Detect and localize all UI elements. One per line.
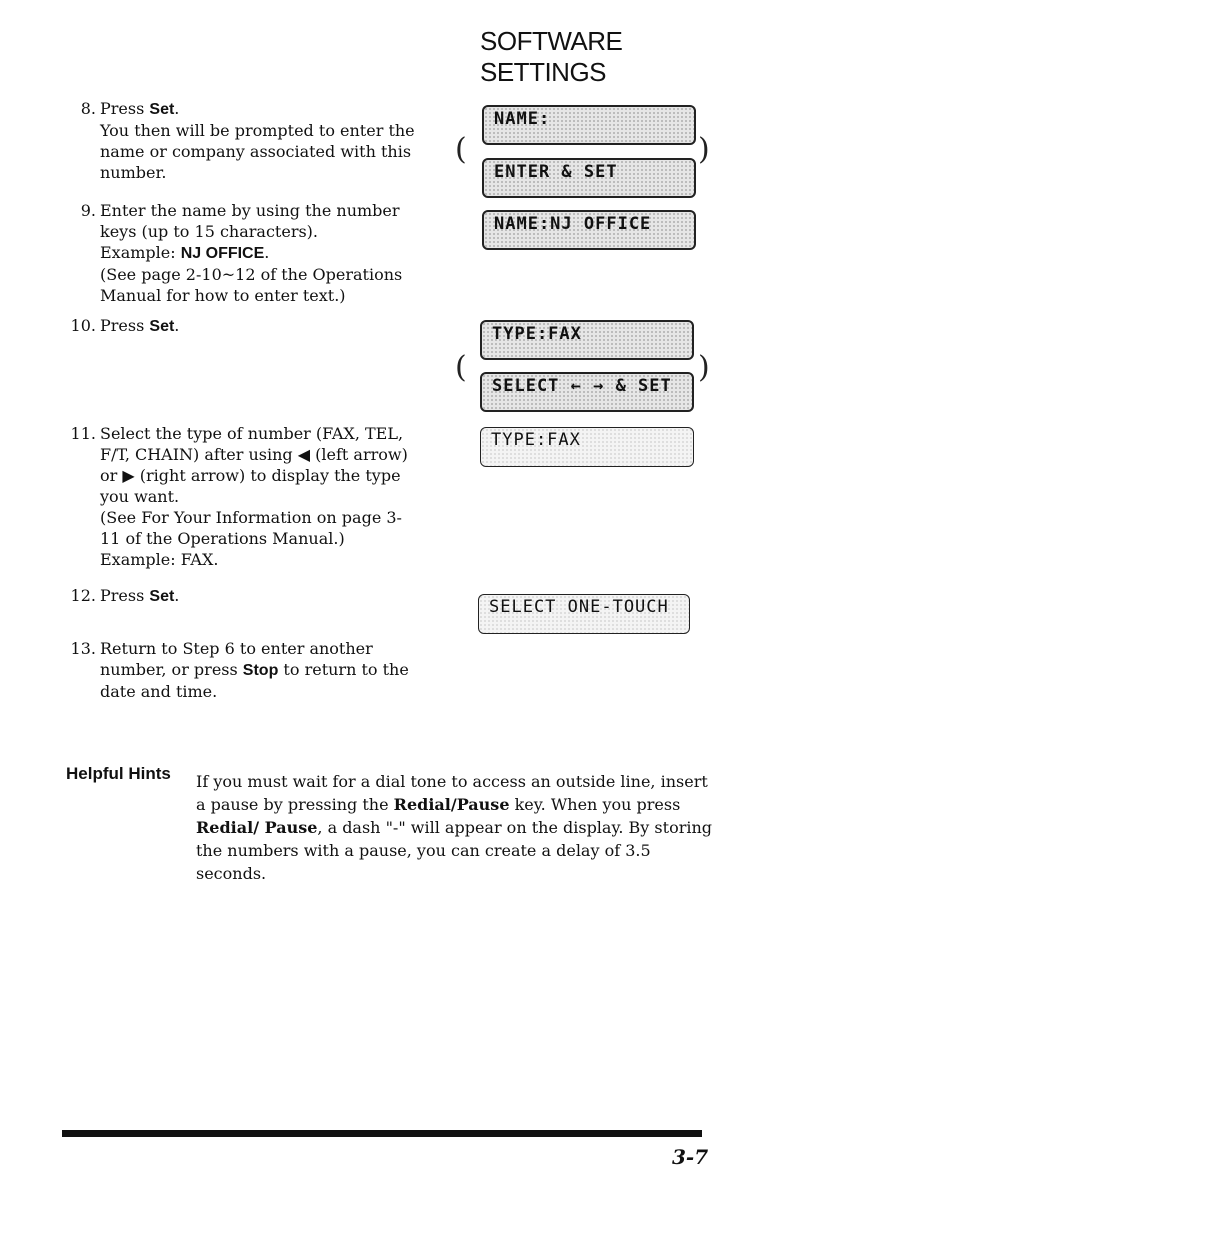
lcd-select-set: SELECT ← → & SET <box>480 372 694 412</box>
page-number: 3-7 <box>672 1145 709 1169</box>
step-9 <box>66 200 416 306</box>
step-line: (See page 2-10~12 of the Operations Manual for how to enter text.) <box>100 265 403 305</box>
step-number: 8. <box>80 99 96 118</box>
footer-rule <box>62 1130 702 1137</box>
step-line: Press Set. <box>100 316 180 335</box>
helpful-hints-label: Helpful Hints <box>66 764 171 783</box>
step-line: Example: NJ OFFICE. <box>100 243 270 262</box>
lcd-name-entered: NAME:NJ OFFICE <box>482 210 696 250</box>
step-8 <box>66 98 416 183</box>
step-11 <box>66 423 416 570</box>
step-10 <box>66 315 416 337</box>
lcd-select-one-touch: SELECT ONE-TOUCH <box>478 594 690 634</box>
step-number: 12. <box>70 586 96 605</box>
helpful-hints-text: If you must wait for a dial tone to access an outside line, insert a pause by pressing the Redial/Pause key. When you press Redial/ Pause, a dash "-" will appear on the display. By storing the numbers with a pause, you can create a delay of 3.5 seconds. <box>196 772 713 883</box>
lcd-type-prompt: TYPE:FAX <box>480 320 694 360</box>
lcd-type-selected: TYPE:FAX <box>480 427 694 467</box>
step-12 <box>66 585 416 607</box>
step-number: 9. <box>80 201 96 220</box>
step-line: Enter the name by using the number keys (up to 15 characters). <box>100 201 400 241</box>
lcd-enter-set: ENTER & SET <box>482 158 696 198</box>
alternating-left-bracket: ( <box>455 350 467 385</box>
step-number: 11. <box>70 424 96 443</box>
step-line: You then will be prompted to enter the name or company associated with this number. <box>100 121 415 182</box>
alternating-left-bracket: ( <box>455 132 467 167</box>
alternating-right-bracket: ) <box>698 350 710 385</box>
step-line: Press Set. <box>100 99 180 118</box>
step-13 <box>66 638 416 702</box>
step-line: Select the type of number (FAX, TEL, F/T, CHAIN) after using ◀ (left arrow) or ▶ (right arrow) to display the type you want. <box>100 424 408 506</box>
step-line: Return to Step 6 to enter another number, or press Stop to return to the date and time. <box>100 639 409 701</box>
step-line: Example: FAX. <box>100 550 219 569</box>
step-number: 10. <box>70 316 96 335</box>
step-line: (See For Your Information on page 3-11 of the Operations Manual.) <box>100 508 402 548</box>
section-title: SOFTWARE SETTINGS <box>480 26 623 87</box>
alternating-right-bracket: ) <box>698 132 710 167</box>
step-line: Press Set. <box>100 586 180 605</box>
lcd-name-prompt: NAME: <box>482 105 696 145</box>
step-number: 13. <box>70 639 96 658</box>
